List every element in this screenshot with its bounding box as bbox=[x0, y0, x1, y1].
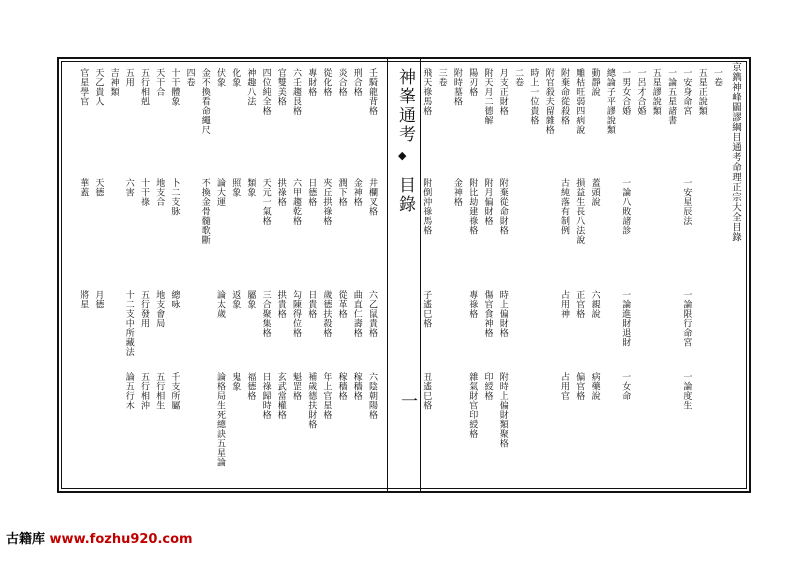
left-toc-entry: 日祿歸時格 bbox=[260, 372, 271, 420]
site-url[interactable]: www.fozhu920.com bbox=[49, 532, 193, 547]
left-toc-entry: 論格局生死總訣五星論 bbox=[215, 372, 225, 467]
left-toc-entry: 六壬趨艮格 bbox=[291, 68, 301, 116]
right-toc-entry: 附比劫建祿格 bbox=[467, 178, 478, 235]
right-toc-entry: 六親說 bbox=[589, 290, 600, 319]
left-toc-entry: 六陰朝陽格 bbox=[367, 372, 377, 420]
left-toc-entry: 勾陳得位格 bbox=[291, 290, 301, 338]
left-toc-entry: 六害 bbox=[123, 178, 134, 197]
left-toc-entry: 月德 bbox=[93, 290, 104, 309]
left-toc-entry: 五行相剋 bbox=[139, 68, 149, 106]
section-title: 目錄 bbox=[395, 176, 415, 214]
right-toc-entry: 附時墓格 bbox=[451, 68, 462, 106]
left-toc-entry: 歲德扶殺格 bbox=[321, 290, 332, 338]
site-footer bbox=[6, 528, 193, 547]
left-toc-entry: 鬼象 bbox=[230, 372, 241, 391]
left-toc-entry: 四卷 bbox=[184, 68, 195, 87]
right-toc-entry: 二卷 bbox=[513, 68, 524, 87]
left-toc-entry: 屬象 bbox=[245, 290, 256, 309]
left-toc-entry: 從化格 bbox=[321, 68, 332, 97]
left-toc-entry: 類象 bbox=[245, 178, 256, 197]
left-toc-entry: 不換金骨髓歌斷 bbox=[199, 178, 210, 245]
right-toc-entry: 一論八敗諸診 bbox=[620, 178, 631, 235]
right-toc-entry: 總論子平謬說類 bbox=[604, 68, 615, 135]
right-toc-entry: 月支正財格 bbox=[497, 68, 508, 116]
right-toc-entry: 子遙巳格 bbox=[421, 290, 432, 328]
left-toc-entry: 總咏 bbox=[169, 290, 180, 309]
left-toc-entry: 四位純全格 bbox=[260, 68, 271, 116]
left-toc-entry: 稼穡格 bbox=[351, 372, 362, 401]
left-toc-entry: 夾丘拱祿格 bbox=[321, 178, 332, 226]
left-toc-entry: 論大運 bbox=[215, 178, 225, 207]
left-toc-entry: 官雙美格 bbox=[275, 68, 286, 106]
right-toc-entry: 傷官食神格 bbox=[482, 290, 493, 338]
right-toc-entry: 附時上偏財類聚格 bbox=[497, 372, 508, 448]
left-toc-entry: 官星學官 bbox=[78, 68, 89, 106]
page-number: 一 bbox=[397, 392, 417, 411]
fishtail-mark: ◆ bbox=[398, 149, 407, 162]
right-toc-entry: 一論五星諸書 bbox=[666, 68, 677, 125]
right-toc-entry: 一安星辰法 bbox=[681, 178, 692, 226]
left-toc-entry: 專財格 bbox=[306, 68, 317, 97]
right-toc-entry: 時上偏財格 bbox=[497, 290, 508, 338]
right-toc-entry: 一論度生 bbox=[681, 372, 692, 410]
left-toc-entry: 卜二支脉 bbox=[169, 178, 180, 216]
right-toc-entry: 一論進財退財 bbox=[620, 290, 631, 347]
right-toc-entry: 五星正說類 bbox=[696, 68, 707, 116]
left-toc-entry: 十二支中所藏法 bbox=[123, 290, 134, 357]
right-toc-entry: 一安身命宮 bbox=[681, 68, 692, 116]
left-toc-entry: 補歲德扶財格 bbox=[306, 372, 317, 429]
left-toc-entry: 華蓋 bbox=[78, 178, 89, 197]
left-toc-entry: 五行相沖 bbox=[139, 372, 149, 410]
left-toc-entry: 拱祿格 bbox=[275, 178, 286, 207]
right-toc-entry: 蓋頭說 bbox=[589, 178, 600, 207]
right-toc-entry: 金神格 bbox=[451, 178, 462, 207]
right-toc-entry: 占用官 bbox=[559, 372, 569, 401]
left-toc-entry: 天乙貴人 bbox=[93, 68, 104, 106]
right-toc-entry: 時上一位貴格 bbox=[528, 68, 539, 125]
right-toc-entry: 一男女合婚 bbox=[620, 68, 631, 116]
left-toc-entry: 五行相生 bbox=[154, 372, 165, 410]
right-toc-entry: 飛天祿馬格 bbox=[421, 68, 432, 116]
left-toc-entry: 伏象 bbox=[215, 68, 225, 87]
right-toc-entry: 附棄命從殺格 bbox=[559, 68, 569, 125]
right-toc-entry: 三卷 bbox=[436, 68, 447, 87]
left-toc-entry: 日德格 bbox=[306, 178, 317, 207]
right-toc-entry: 占用神 bbox=[559, 290, 569, 319]
center-divider-left bbox=[387, 57, 388, 493]
right-toc-entry: 附天月二德解 bbox=[482, 68, 493, 125]
right-toc-entry: 附月偏財格 bbox=[482, 178, 493, 226]
left-toc-entry: 魁罡格 bbox=[291, 372, 301, 401]
document-title: 京鐫神峰闢謬綱目通考命理正宗大全目錄 bbox=[730, 62, 741, 242]
left-toc-entry: 將星 bbox=[78, 290, 89, 309]
left-toc-entry: 三合聚集格 bbox=[260, 290, 271, 338]
center-divider-right bbox=[420, 57, 421, 493]
left-toc-entry: 化象 bbox=[230, 68, 241, 87]
right-toc-entry: 一呂才合婚 bbox=[635, 68, 646, 116]
left-toc-entry: 壬騎龍背格 bbox=[367, 68, 377, 116]
right-toc-entry: 印綬格 bbox=[482, 372, 493, 401]
site-label: 古籍库 bbox=[6, 532, 46, 547]
right-toc-entry: 一卷 bbox=[712, 68, 722, 87]
left-toc-entry: 地支會局 bbox=[154, 290, 165, 328]
left-toc-entry: 天干合 bbox=[154, 68, 165, 97]
left-toc-entry: 神趣八法 bbox=[245, 68, 256, 106]
left-toc-entry: 拱貴格 bbox=[275, 290, 286, 319]
left-toc-entry: 吉神類 bbox=[108, 68, 119, 97]
left-toc-entry: 井欄叉格 bbox=[367, 178, 377, 216]
left-toc-entry: 稼穡格 bbox=[336, 372, 347, 401]
left-toc-entry: 年上官星格 bbox=[321, 372, 332, 420]
left-toc-entry: 返象 bbox=[230, 290, 241, 309]
left-toc-entry: 五行發用 bbox=[139, 290, 149, 328]
right-toc-entry: 正官格 bbox=[574, 290, 585, 319]
left-toc-entry: 金不換看命繩尺 bbox=[199, 68, 210, 135]
left-toc-entry: 金神格 bbox=[351, 178, 362, 207]
left-toc-entry: 十干體象 bbox=[169, 68, 180, 106]
right-toc-entry: 五星謬說類 bbox=[650, 68, 661, 116]
left-toc-entry: 曲直仁壽格 bbox=[351, 290, 362, 338]
right-toc-entry: 偏官格 bbox=[574, 372, 585, 401]
left-toc-entry: 地支合 bbox=[154, 178, 165, 207]
right-toc-entry: 附官殺夫留雜格 bbox=[543, 68, 554, 135]
right-toc-entry: 病藥說 bbox=[589, 372, 600, 401]
right-toc-entry: 一女命 bbox=[620, 372, 631, 401]
left-toc-entry: 論太歲 bbox=[215, 290, 225, 319]
left-toc-entry: 天元一氣格 bbox=[260, 178, 271, 226]
left-toc-entry: 千支所屬 bbox=[169, 372, 180, 410]
left-toc-entry: 刑合格 bbox=[351, 68, 362, 97]
left-toc-entry: 五用 bbox=[123, 68, 134, 87]
book-title: 神峯通考 bbox=[395, 68, 415, 144]
left-toc-entry: 天德 bbox=[93, 178, 104, 197]
right-toc-entry: 一論限行命宮 bbox=[681, 290, 692, 347]
left-toc-entry: 六甲趨乾格 bbox=[291, 178, 301, 226]
right-toc-entry: 丑遙巳格 bbox=[421, 372, 432, 410]
right-toc-entry: 陽刃格 bbox=[467, 68, 478, 97]
left-toc-entry: 從革格 bbox=[336, 290, 347, 319]
left-toc-entry: 論五行木 bbox=[123, 372, 134, 410]
left-toc-entry: 玄武當權格 bbox=[275, 372, 286, 420]
right-toc-entry: 損益生長八法說 bbox=[574, 178, 585, 245]
right-toc-entry: 專祿格 bbox=[467, 290, 478, 319]
left-toc-entry: 日貴格 bbox=[306, 290, 317, 319]
left-toc-entry: 十干祿 bbox=[139, 178, 149, 207]
right-toc-entry: 動靜說 bbox=[589, 68, 600, 97]
left-toc-entry: 六乙鼠貴格 bbox=[367, 290, 377, 338]
right-toc-entry: 古純落有制例 bbox=[559, 178, 569, 235]
right-toc-entry: 雕枯旺弱四病說 bbox=[574, 68, 585, 135]
right-toc-entry: 雜氣財官印綬格 bbox=[467, 372, 478, 439]
left-toc-entry: 炎合格 bbox=[336, 68, 347, 97]
right-toc-entry: 附倒沖祿馬格 bbox=[421, 178, 432, 235]
left-toc-entry: 照象 bbox=[230, 178, 241, 197]
right-toc-entry: 附棄從命財格 bbox=[497, 178, 508, 235]
left-toc-entry: 潤下格 bbox=[336, 178, 347, 207]
left-toc-entry: 福德格 bbox=[245, 372, 256, 401]
